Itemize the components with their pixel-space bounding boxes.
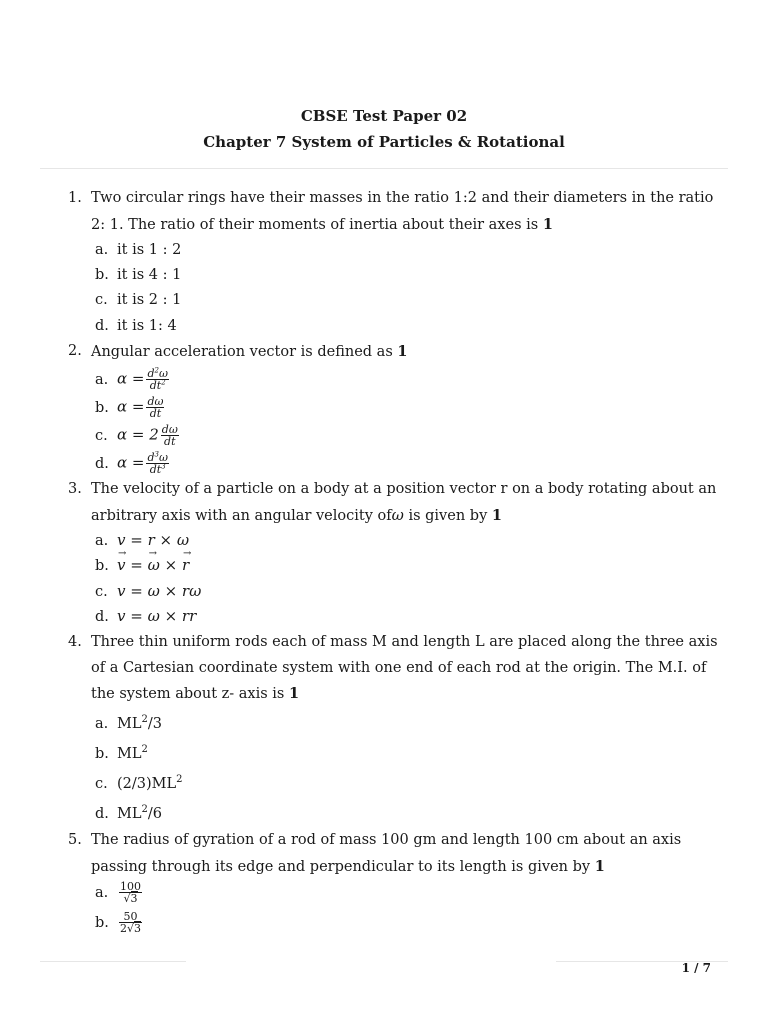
question-4 — [68, 630, 732, 708]
footer-divider-left — [40, 961, 186, 962]
option-4b: b. $ML^2$ — [95, 744, 148, 762]
question-number: 4. — [68, 634, 82, 650]
question-number: 5. — [68, 832, 82, 848]
fraction: $\frac{50}{2√3}$ — [120, 910, 142, 935]
question-text: Three thin uniform rods each of mass M and length L are placed along the three axis of a Cartesian coordinate system with one end of each rod at the origin. The M.I. of the system about z- axis is 1 — [91, 634, 718, 702]
fraction: $\frac{100}{√3}$ — [120, 880, 141, 905]
option-2a: a. α = $\frac{d^2\omega}{dt^2}$ — [95, 366, 168, 392]
header-divider — [40, 168, 728, 169]
question-marks: 1 — [594, 857, 605, 875]
question-marks: 1 — [397, 343, 408, 360]
option-2c: c. α = 2 $\frac{d\omega}{dt}$ — [95, 423, 178, 448]
option-1a: a. it is 1 : 2 — [95, 242, 182, 258]
fraction: $\frac{d\omega}{dt}$ — [147, 395, 164, 420]
question-1 — [68, 186, 732, 238]
option-1b: b. it is 4 : 1 — [95, 267, 182, 283]
option-1c: c. it is 2 : 1 — [95, 292, 182, 308]
page-title: CBSE Test Paper 02 — [300, 107, 468, 125]
question-marks: 1 — [288, 685, 300, 702]
option-3b: b.→ v = → ω × → r — [95, 555, 189, 576]
question-number: 3. — [68, 481, 82, 497]
fraction: $\frac{d^3\omega}{dt^3}$ — [147, 450, 168, 476]
page-subtitle: Chapter 7 System of Particles & Rotational — [203, 133, 565, 151]
option-3a: a. v = r × ω — [95, 531, 190, 549]
option-3d: d. v = ω × rr — [95, 607, 197, 625]
question-text: Two circular rings have their masses in the ratio 1:2 and their diameters in the ratio 2: 1. The ratio of their moments of inertia about their axes is 1 — [91, 190, 714, 233]
page-number: 1 / 7 — [681, 961, 711, 975]
option-2d: d. α = $\frac{d^3\omega}{dt^3}$ — [95, 450, 168, 476]
option-4d: d. $ML^2/6$ — [95, 804, 162, 822]
option-4c: c. $(2/3)ML^2$ — [95, 774, 183, 792]
option-5b: b. $\frac{50}{2√3}$ — [95, 910, 142, 935]
question-3 — [68, 477, 732, 529]
question-number: 1. — [68, 190, 82, 206]
question-number: 2. — [68, 343, 82, 359]
fraction: $\frac{d^2\omega}{dt^2}$ — [147, 366, 168, 392]
question-2 — [68, 339, 732, 366]
question-marks: 1 — [491, 506, 502, 524]
option-4a: a. $ML^2/3$ — [95, 714, 162, 732]
option-1d: d. it is 1: 4 — [95, 318, 177, 334]
option-5a: a. $\frac{100}{√3}$ — [95, 880, 141, 905]
question-text: The velocity of a particle on a body at a position vector r on a body rotating about an arbitrary axis with an angular velocity ofω is given by 1 — [91, 481, 717, 524]
question-5 — [68, 828, 732, 880]
question-text: The radius of gyration of a rod of mass 100 gm and length 100 cm about an axis passing through its edge and perpendicular to its length is given by 1 — [91, 832, 682, 875]
question-text: Angular acceleration vector is defined as 1 — [91, 343, 408, 360]
fraction: $\frac{d\omega}{dt}$ — [161, 423, 178, 448]
option-2b: b. α = $\frac{d\omega}{dt}$ — [95, 395, 164, 420]
option-3c: c. v = ω × rω — [95, 582, 202, 600]
question-marks: 1 — [542, 215, 553, 233]
